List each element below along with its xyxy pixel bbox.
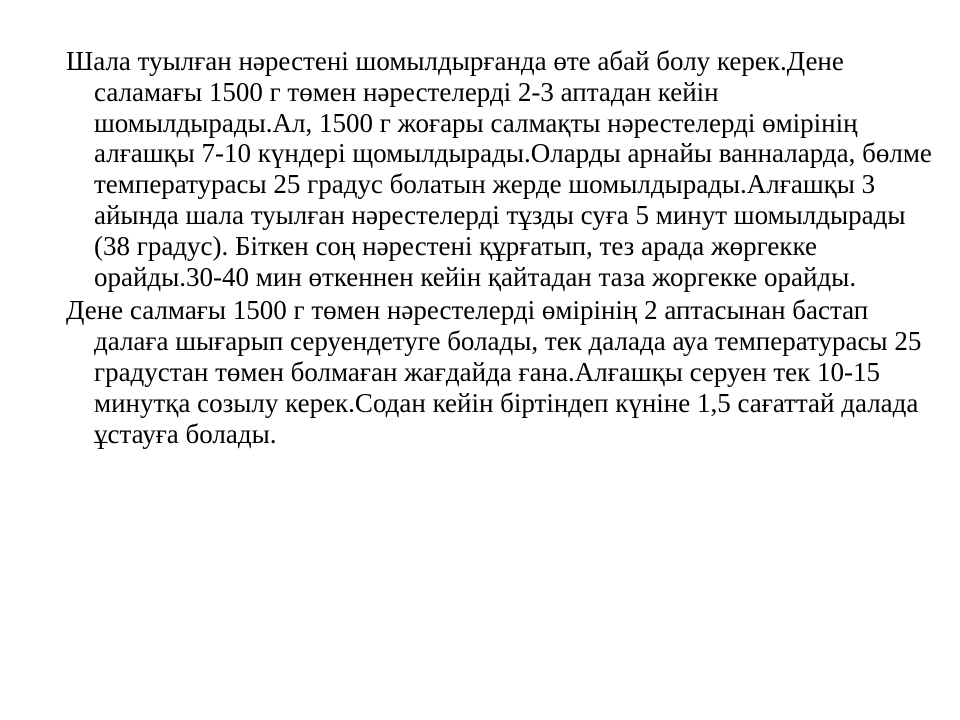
paragraph-walking: Дене салмағы 1500 г төмен нәрестелерді өмірінің 2 аптасынан бастап далаға шығарып серуендетуге болады, тек далада ауа температурасы 25 градустан төмен болмаған жағдайда ғана.Алғашқы серуен тек 10-15 минутқа созылу керек.Содан кейін біртіндеп күніне 1,5 сағаттай далада ұстауға болады. bbox=[66, 295, 922, 449]
paragraph-bathing: Шала туылған нәрестені шомылдырғанда өте абай болу керек.Дене саламағы 1500 г төмен нәрестелерді 2-3 аптадан кейін шомылдырады.Ал, 1500 г жоғары салмақты нәрестелерді өмірінің алғашқы 7-10 күндері щомылдырады.Оларды арнайы ванналарда, бөлме температурасы 25 градус болатын жерде шомылдырады.Алғашқы 3 айында шала туылған нәрестелерді тұзды суға 5 минут шомылдырады (38 градус). Біткен соң нәрестені құрғатып, тез арада жөргекке орайды.30-40 мин өткеннен кейін қайтадан таза жоргекке орайды. bbox=[66, 46, 932, 292]
slide-text-block bbox=[66, 46, 936, 452]
